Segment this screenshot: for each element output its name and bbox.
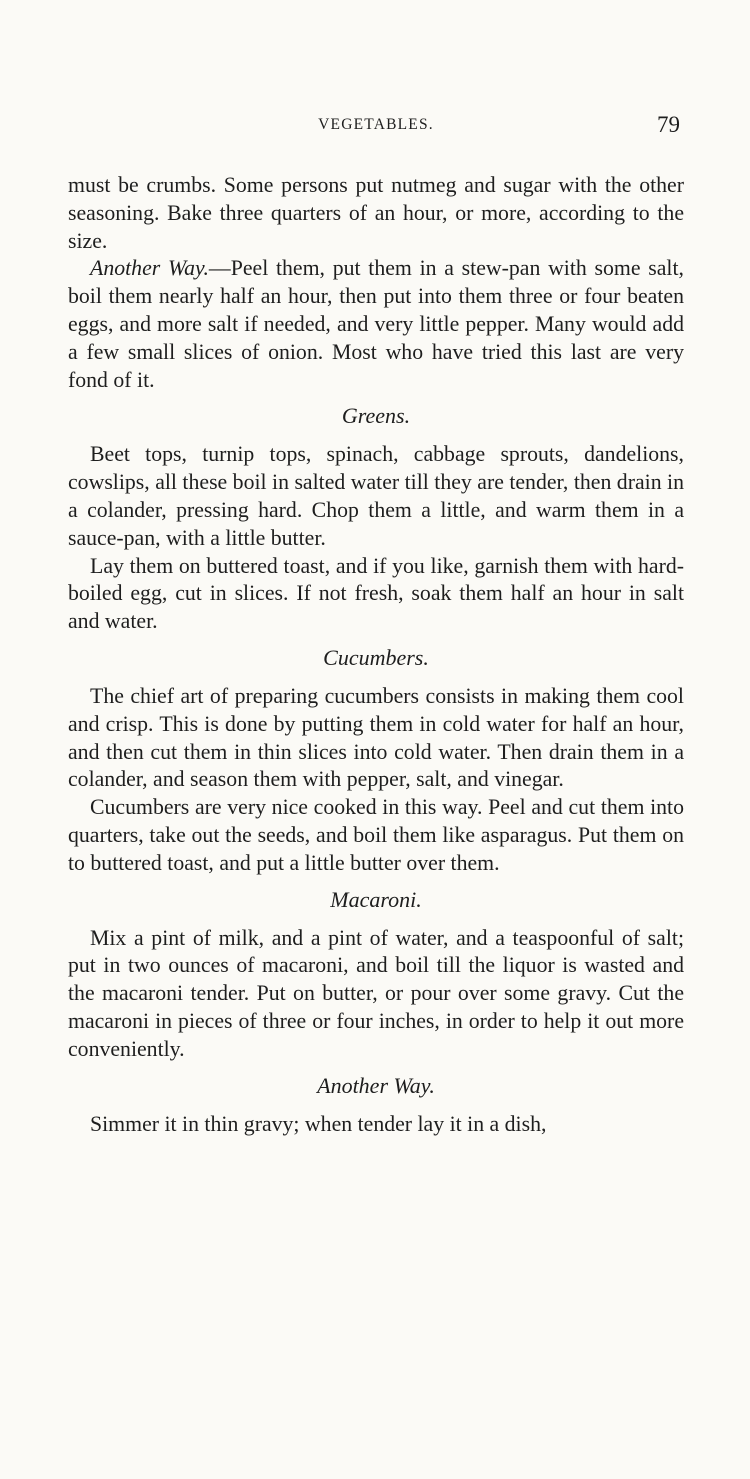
page-number: 79 [657, 112, 680, 137]
paragraph-another-way [68, 255, 684, 394]
paragraph-greens-2: Lay them on buttered toast, and if you like, garnish them with hard-boiled egg, cut in slices. If not fresh, soak them half an hour in salt and water. [68, 553, 684, 634]
paragraph-text: —Peel them, put them in a stew-pan with some salt, boil them nearly half an hour, then put into them three or four beaten eggs, and more salt if needed, and very little pepper. Many would add a few small slices of onion. Most who have tried this last are very fond of it. [68, 256, 684, 392]
section-heading-macaroni: Macaroni. [330, 886, 422, 912]
paragraph-macaroni: Mix a pint of milk, and a pint of water, and a teaspoonful of salt; put in two ounces of macaroni, and boil till the liquor is wasted and the macaroni tender. Put on butter, or pour over some gravy. Cut the macaroni in pieces of three or four inches, in order to help it out more conveniently. [68, 925, 684, 1061]
paragraph-cucumbers-1: The chief art of preparing cucumbers consists in making them cool and crisp. This is done by putting them in cold water for half an hour, and then cut them in thin slices into cold water. Then drain them in a colander, and season them with pepper, salt, and vinegar. [68, 683, 684, 792]
running-title: VEGETABLES. [318, 116, 434, 133]
paragraph-cucumbers-2: Cucumbers are very nice cooked in this way. Peel and cut them into quarters, take out the seeds, and boil them like asparagus. Put them on to buttered toast, and put a little butter over them. [68, 795, 684, 875]
paragraph-greens-1: Beet tops, turnip tops, spinach, cabbage sprouts, dandelions, cowslips, all these boil in salted water till they are tender, then drain in a colander, pressing hard. Chop them a little, and warm them in a sauce-pan, with a little butter. [68, 442, 684, 550]
book-page [0, 112, 750, 1479]
running-header [68, 112, 684, 172]
section-heading-another-way: Another Way. [317, 1072, 435, 1098]
page-body [68, 172, 684, 1138]
paragraph-continued: must be crumbs. Some persons put nutmeg and sugar with the other seasoning. Bake three quarters of an hour, or more, according to the size. [68, 173, 684, 253]
paragraph-another-way-2: Simmer it in thin gravy; when tender lay it in a dish, [90, 1111, 547, 1136]
section-heading-greens: Greens. [341, 403, 411, 429]
section-heading-cucumbers: Cucumbers. [323, 644, 429, 670]
run-in-heading: Another Way. [90, 256, 209, 281]
